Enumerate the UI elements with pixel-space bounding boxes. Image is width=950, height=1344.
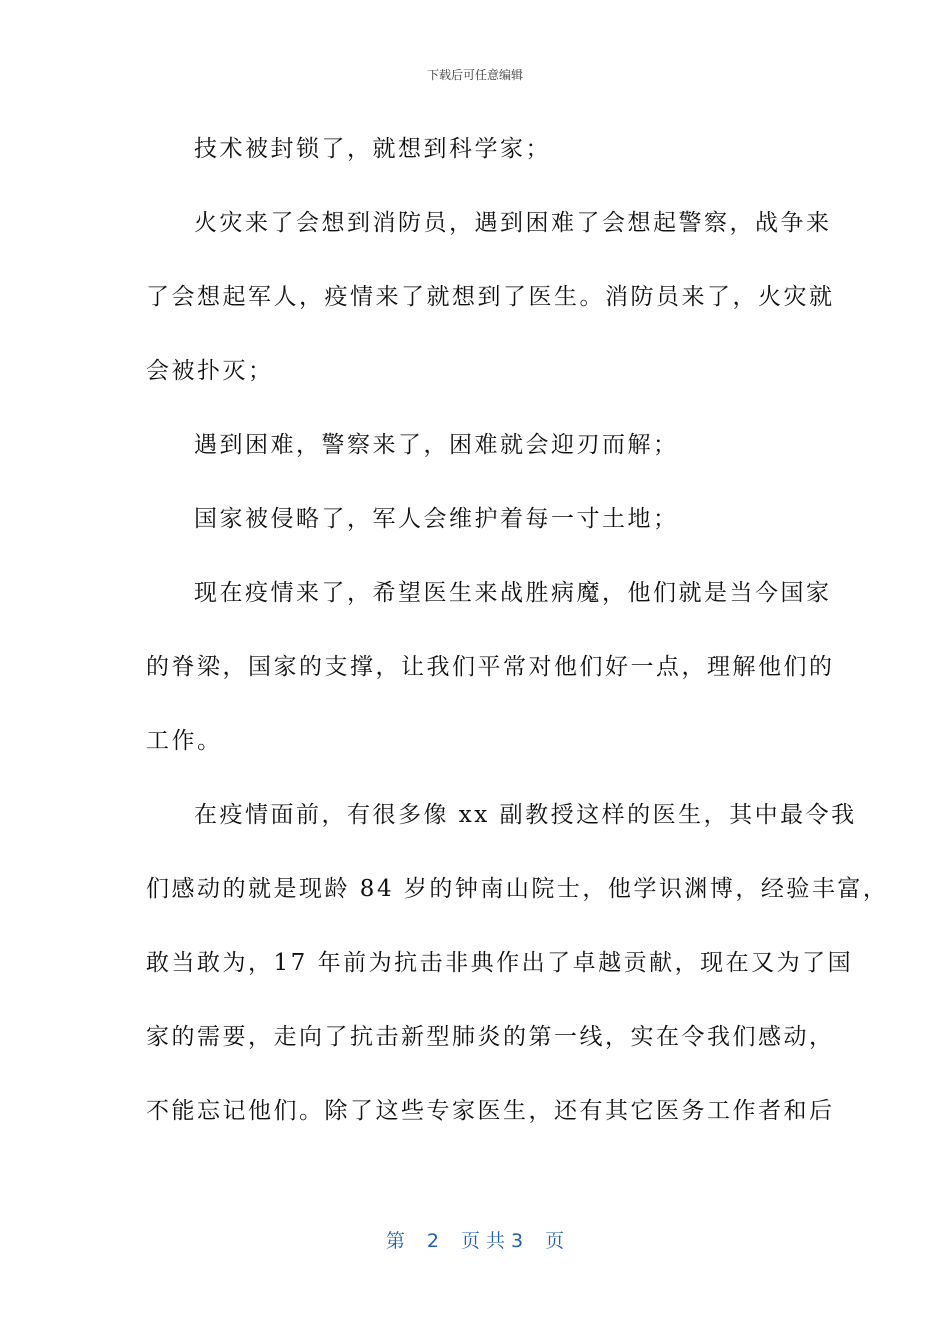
paragraph-line: 技术被封锁了，就想到科学家； (194, 136, 551, 162)
paragraph-line: 了会想起军人，疫情来了就想到了医生。消防员来了，火灾就 (146, 284, 835, 310)
page-footer (0, 1226, 950, 1253)
paragraph-line: 不能忘记他们。除了这些专家医生，还有其它医务工作者和后 (146, 1098, 835, 1124)
paragraph-line: 工作。 (146, 728, 223, 754)
paragraph-line: 遇到困难，警察来了，困难就会迎刃而解； (194, 432, 679, 458)
paragraph-line: 的脊梁，国家的支撑，让我们平常对他们好一点，理解他们的 (146, 654, 835, 680)
current-page-number: 2 (426, 1230, 439, 1252)
total-pages-number: 3 (511, 1230, 524, 1252)
paragraph-line: 们感动的就是现龄 84 岁的钟南山院士，他学识渊博，经验丰富， (146, 876, 889, 902)
paragraph-line: 会被扑灭； (146, 358, 274, 384)
paragraph-line: 在疫情面前，有很多像 xx 副教授这样的医生，其中最令我 (194, 802, 857, 828)
page-mid-label: 页共 (460, 1230, 511, 1252)
paragraph-line: 国家被侵略了，军人会维护着每一寸土地； (194, 506, 679, 532)
paragraph-line: 家的需要，走向了抗击新型肺炎的第一线，实在令我们感动， (146, 1024, 835, 1050)
paragraph-line: 敢当敢为，17 年前为抗击非典作出了卓越贡献，现在又为了国 (146, 950, 854, 976)
paragraph-line: 火灾来了会想到消防员，遇到困难了会想起警察，战争来 (194, 210, 832, 236)
paragraph-line: 现在疫情来了，希望医生来战胜病魔，他们就是当今国家 (194, 580, 832, 606)
page-suffix: 页 (545, 1230, 565, 1252)
header-note: 下载后可任意编辑 (426, 68, 523, 82)
page-prefix: 第 (385, 1230, 405, 1252)
